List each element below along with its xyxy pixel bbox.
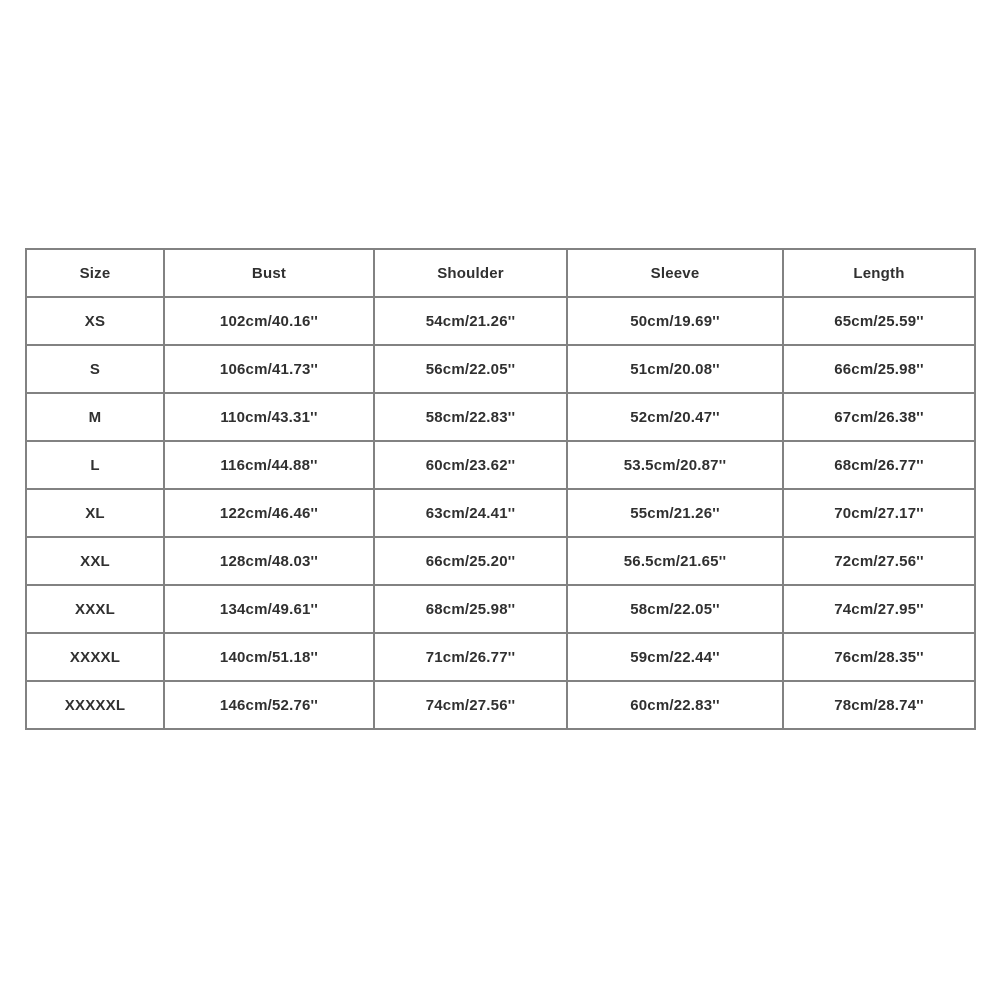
measurement-cell: 59cm/22.44''	[567, 633, 783, 681]
size-label-cell: M	[26, 393, 164, 441]
size-label-cell: XL	[26, 489, 164, 537]
measurement-cell: 74cm/27.56''	[374, 681, 567, 729]
table-row	[26, 297, 975, 345]
measurement-cell: 60cm/22.83''	[567, 681, 783, 729]
table-row	[26, 345, 975, 393]
table-row	[26, 537, 975, 585]
size-chart-body	[26, 297, 975, 729]
size-label-cell: S	[26, 345, 164, 393]
measurement-cell: 60cm/23.62''	[374, 441, 567, 489]
measurement-cell: 78cm/28.74''	[783, 681, 975, 729]
size-label-cell: XXXL	[26, 585, 164, 633]
measurement-cell: 110cm/43.31''	[164, 393, 374, 441]
measurement-cell: 74cm/27.95''	[783, 585, 975, 633]
measurement-cell: 53.5cm/20.87''	[567, 441, 783, 489]
measurement-cell: 146cm/52.76''	[164, 681, 374, 729]
measurement-cell: 76cm/28.35''	[783, 633, 975, 681]
size-label-cell: XXL	[26, 537, 164, 585]
measurement-cell: 128cm/48.03''	[164, 537, 374, 585]
column-header-bust: Bust	[164, 249, 374, 297]
table-row	[26, 441, 975, 489]
table-row	[26, 393, 975, 441]
table-row	[26, 489, 975, 537]
table-row	[26, 681, 975, 729]
measurement-cell: 68cm/25.98''	[374, 585, 567, 633]
measurement-cell: 55cm/21.26''	[567, 489, 783, 537]
measurement-cell: 51cm/20.08''	[567, 345, 783, 393]
measurement-cell: 70cm/27.17''	[783, 489, 975, 537]
measurement-cell: 56cm/22.05''	[374, 345, 567, 393]
measurement-cell: 66cm/25.20''	[374, 537, 567, 585]
column-header-length: Length	[783, 249, 975, 297]
measurement-cell: 63cm/24.41''	[374, 489, 567, 537]
measurement-cell: 68cm/26.77''	[783, 441, 975, 489]
measurement-cell: 52cm/20.47''	[567, 393, 783, 441]
measurement-cell: 72cm/27.56''	[783, 537, 975, 585]
measurement-cell: 106cm/41.73''	[164, 345, 374, 393]
measurement-cell: 122cm/46.46''	[164, 489, 374, 537]
size-label-cell: XS	[26, 297, 164, 345]
size-label-cell: XXXXL	[26, 633, 164, 681]
measurement-cell: 67cm/26.38''	[783, 393, 975, 441]
size-label-cell: L	[26, 441, 164, 489]
measurement-cell: 58cm/22.05''	[567, 585, 783, 633]
measurement-cell: 56.5cm/21.65''	[567, 537, 783, 585]
measurement-cell: 71cm/26.77''	[374, 633, 567, 681]
measurement-cell: 66cm/25.98''	[783, 345, 975, 393]
header-row	[26, 249, 975, 297]
size-chart-container	[25, 248, 974, 730]
measurement-cell: 134cm/49.61''	[164, 585, 374, 633]
measurement-cell: 116cm/44.88''	[164, 441, 374, 489]
table-row	[26, 585, 975, 633]
size-chart-table	[25, 248, 976, 730]
measurement-cell: 50cm/19.69''	[567, 297, 783, 345]
measurement-cell: 54cm/21.26''	[374, 297, 567, 345]
size-label-cell: XXXXXL	[26, 681, 164, 729]
table-row	[26, 633, 975, 681]
measurement-cell: 140cm/51.18''	[164, 633, 374, 681]
column-header-size: Size	[26, 249, 164, 297]
measurement-cell: 102cm/40.16''	[164, 297, 374, 345]
column-header-sleeve: Sleeve	[567, 249, 783, 297]
column-header-shoulder: Shoulder	[374, 249, 567, 297]
size-chart-header	[26, 249, 975, 297]
measurement-cell: 58cm/22.83''	[374, 393, 567, 441]
measurement-cell: 65cm/25.59''	[783, 297, 975, 345]
